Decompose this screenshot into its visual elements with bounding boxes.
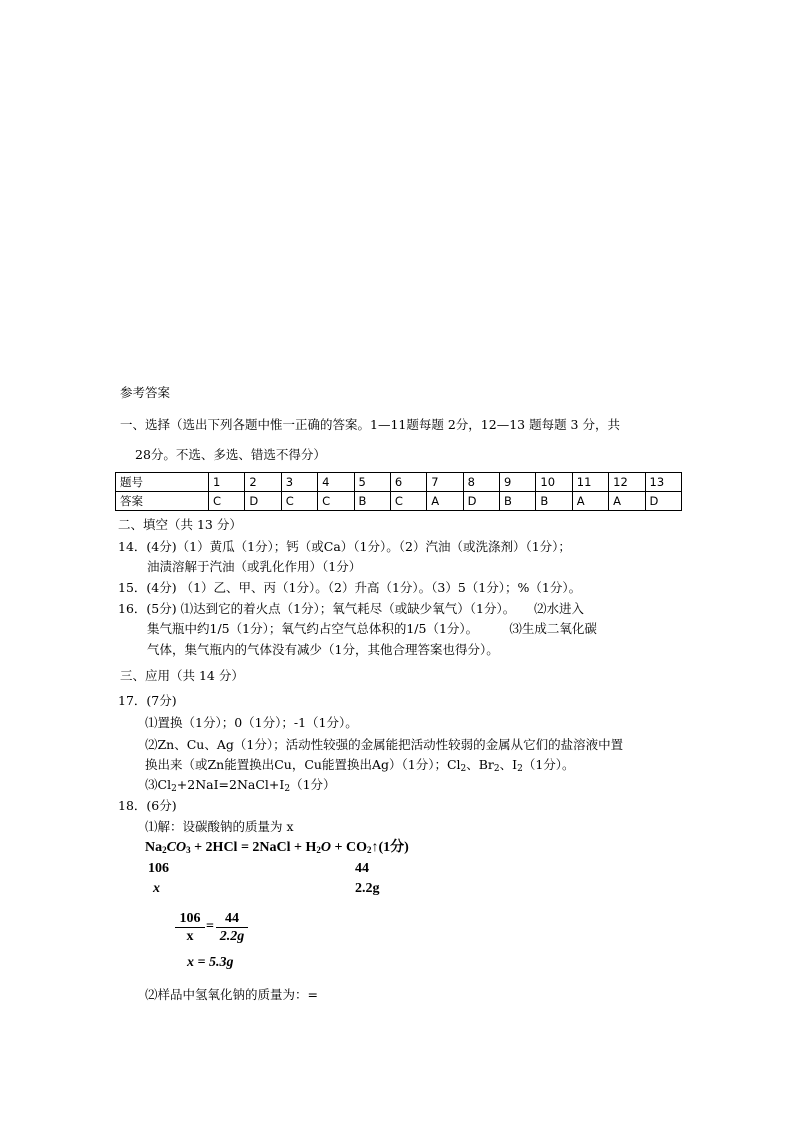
- q17-part1: ⑴置换（1分）；0（1分）；-1（1分）。: [145, 715, 358, 730]
- table-cell: 3: [281, 473, 317, 492]
- q14-line1: 14．(4分)（1）黄瓜（1分）；钙（或Ca）（1分）。（2）汽油（或洗涤剂）（1分）；: [118, 539, 571, 554]
- table-cell: C: [209, 492, 245, 511]
- fraction-left-denominator: x: [175, 927, 205, 945]
- molar-mass-na2co3: 106: [148, 861, 169, 876]
- table-cell: A: [609, 492, 645, 511]
- table-cell: A: [427, 492, 463, 511]
- table-cell: 8: [463, 473, 499, 492]
- table-cell: D: [245, 492, 281, 511]
- table-cell: 12: [609, 473, 645, 492]
- table-row-answers: [116, 492, 682, 511]
- table-cell: 6: [390, 473, 426, 492]
- q18-heading: 18．(6分): [118, 798, 177, 813]
- page-title: 参考答案: [120, 385, 171, 400]
- table-cell: 4: [318, 473, 354, 492]
- q18-part2: ⑵样品中氢氧化钠的质量为：=: [145, 987, 318, 1002]
- known-mass: 2.2g: [355, 881, 380, 896]
- section3-heading: 三、应用（共 14 分）: [120, 668, 244, 683]
- table-cell: B: [536, 492, 572, 511]
- section1-line2: 28分。不选、多选、错选不得分）: [135, 447, 326, 462]
- q17-part2-line1: ⑵Zn、Cu、Ag（1分）；活动性较强的金属能把活动性较弱的金属从它们的盐溶液中置: [145, 737, 624, 752]
- fraction-right-numerator: 44: [225, 911, 239, 926]
- section1-line1: 一、选择（选出下列各题中惟一正确的答案。1—11题每题 2分，12—13 题每题 3 分，共: [120, 417, 620, 432]
- table-cell: D: [463, 492, 499, 511]
- equals-sign: =: [206, 919, 214, 934]
- fraction-right: [216, 910, 248, 945]
- table-cell: B: [354, 492, 390, 511]
- table-cell: C: [390, 492, 426, 511]
- table-cell: 2: [245, 473, 281, 492]
- q17-heading: 17．(7分): [118, 693, 177, 708]
- fraction-left-numerator: 106: [179, 911, 201, 926]
- chemical-equation: $Na_2CO_3 + 2HCl$ = 2NaCl + $H_2O$ + $CO_2↑(1$分): [145, 840, 409, 855]
- section2-heading: 二、填空（共 13 分）: [118, 517, 242, 532]
- table-cell: 1: [209, 473, 245, 492]
- q16-line2: 集气瓶中约1/5（1分）；氧气约占空气总体积的1/5（1分）。 ⑶生成二氧化碳: [147, 621, 597, 636]
- q16-line1: 16．(5分) ⑴达到它的着火点（1分）；氧气耗尽（或缺少氧气）（1分）。 ⑵水进入: [118, 601, 584, 616]
- table-cell: 5: [354, 473, 390, 492]
- table-cell: D: [645, 492, 682, 511]
- table-cell: 10: [536, 473, 572, 492]
- table-cell: 7: [427, 473, 463, 492]
- q17-part3-equation: $⑶Cl_2+2NaI=2NaCl+I_2(1$分）: [145, 777, 336, 794]
- table-cell: 11: [572, 473, 608, 492]
- fraction-right-denominator: 2.2g: [216, 927, 248, 945]
- answer-table: [115, 472, 682, 511]
- q15-line: 15．(4分) （1）乙、甲、丙（1分）。（2）升高（1分）。（3）5（1分）；%（1分）。: [118, 580, 582, 595]
- table-cell: 9: [500, 473, 536, 492]
- table-row-numbers: [116, 473, 682, 492]
- table-cell: A: [572, 492, 608, 511]
- result: x = 5.3g: [187, 955, 234, 970]
- table-cell: C: [318, 492, 354, 511]
- q14-line2: 油渍溶解于汽油（或乳化作用）（1分）: [147, 559, 362, 574]
- table-cell: 13: [645, 473, 682, 492]
- q16-line3: 气体，集气瓶内的气体没有减少（1分，其他合理答案也得分）。: [147, 642, 499, 657]
- q18-part1: ⑴解：设碳酸钠的质量为 x: [145, 819, 294, 834]
- table-cell: C: [281, 492, 317, 511]
- table-answer-label: 答案: [116, 492, 209, 511]
- table-header-label: 题号: [116, 473, 209, 492]
- molar-mass-co2: 44: [355, 861, 369, 876]
- unknown-mass: x: [153, 881, 160, 896]
- fraction-left: [175, 910, 205, 945]
- q17-part2-line2: 换出来（或Zn能置换出Cu，Cu能置换出Ag）（1分）；$Cl_2$、$Br_2$、$I_2(1$分）。: [145, 757, 575, 774]
- table-cell: B: [500, 492, 536, 511]
